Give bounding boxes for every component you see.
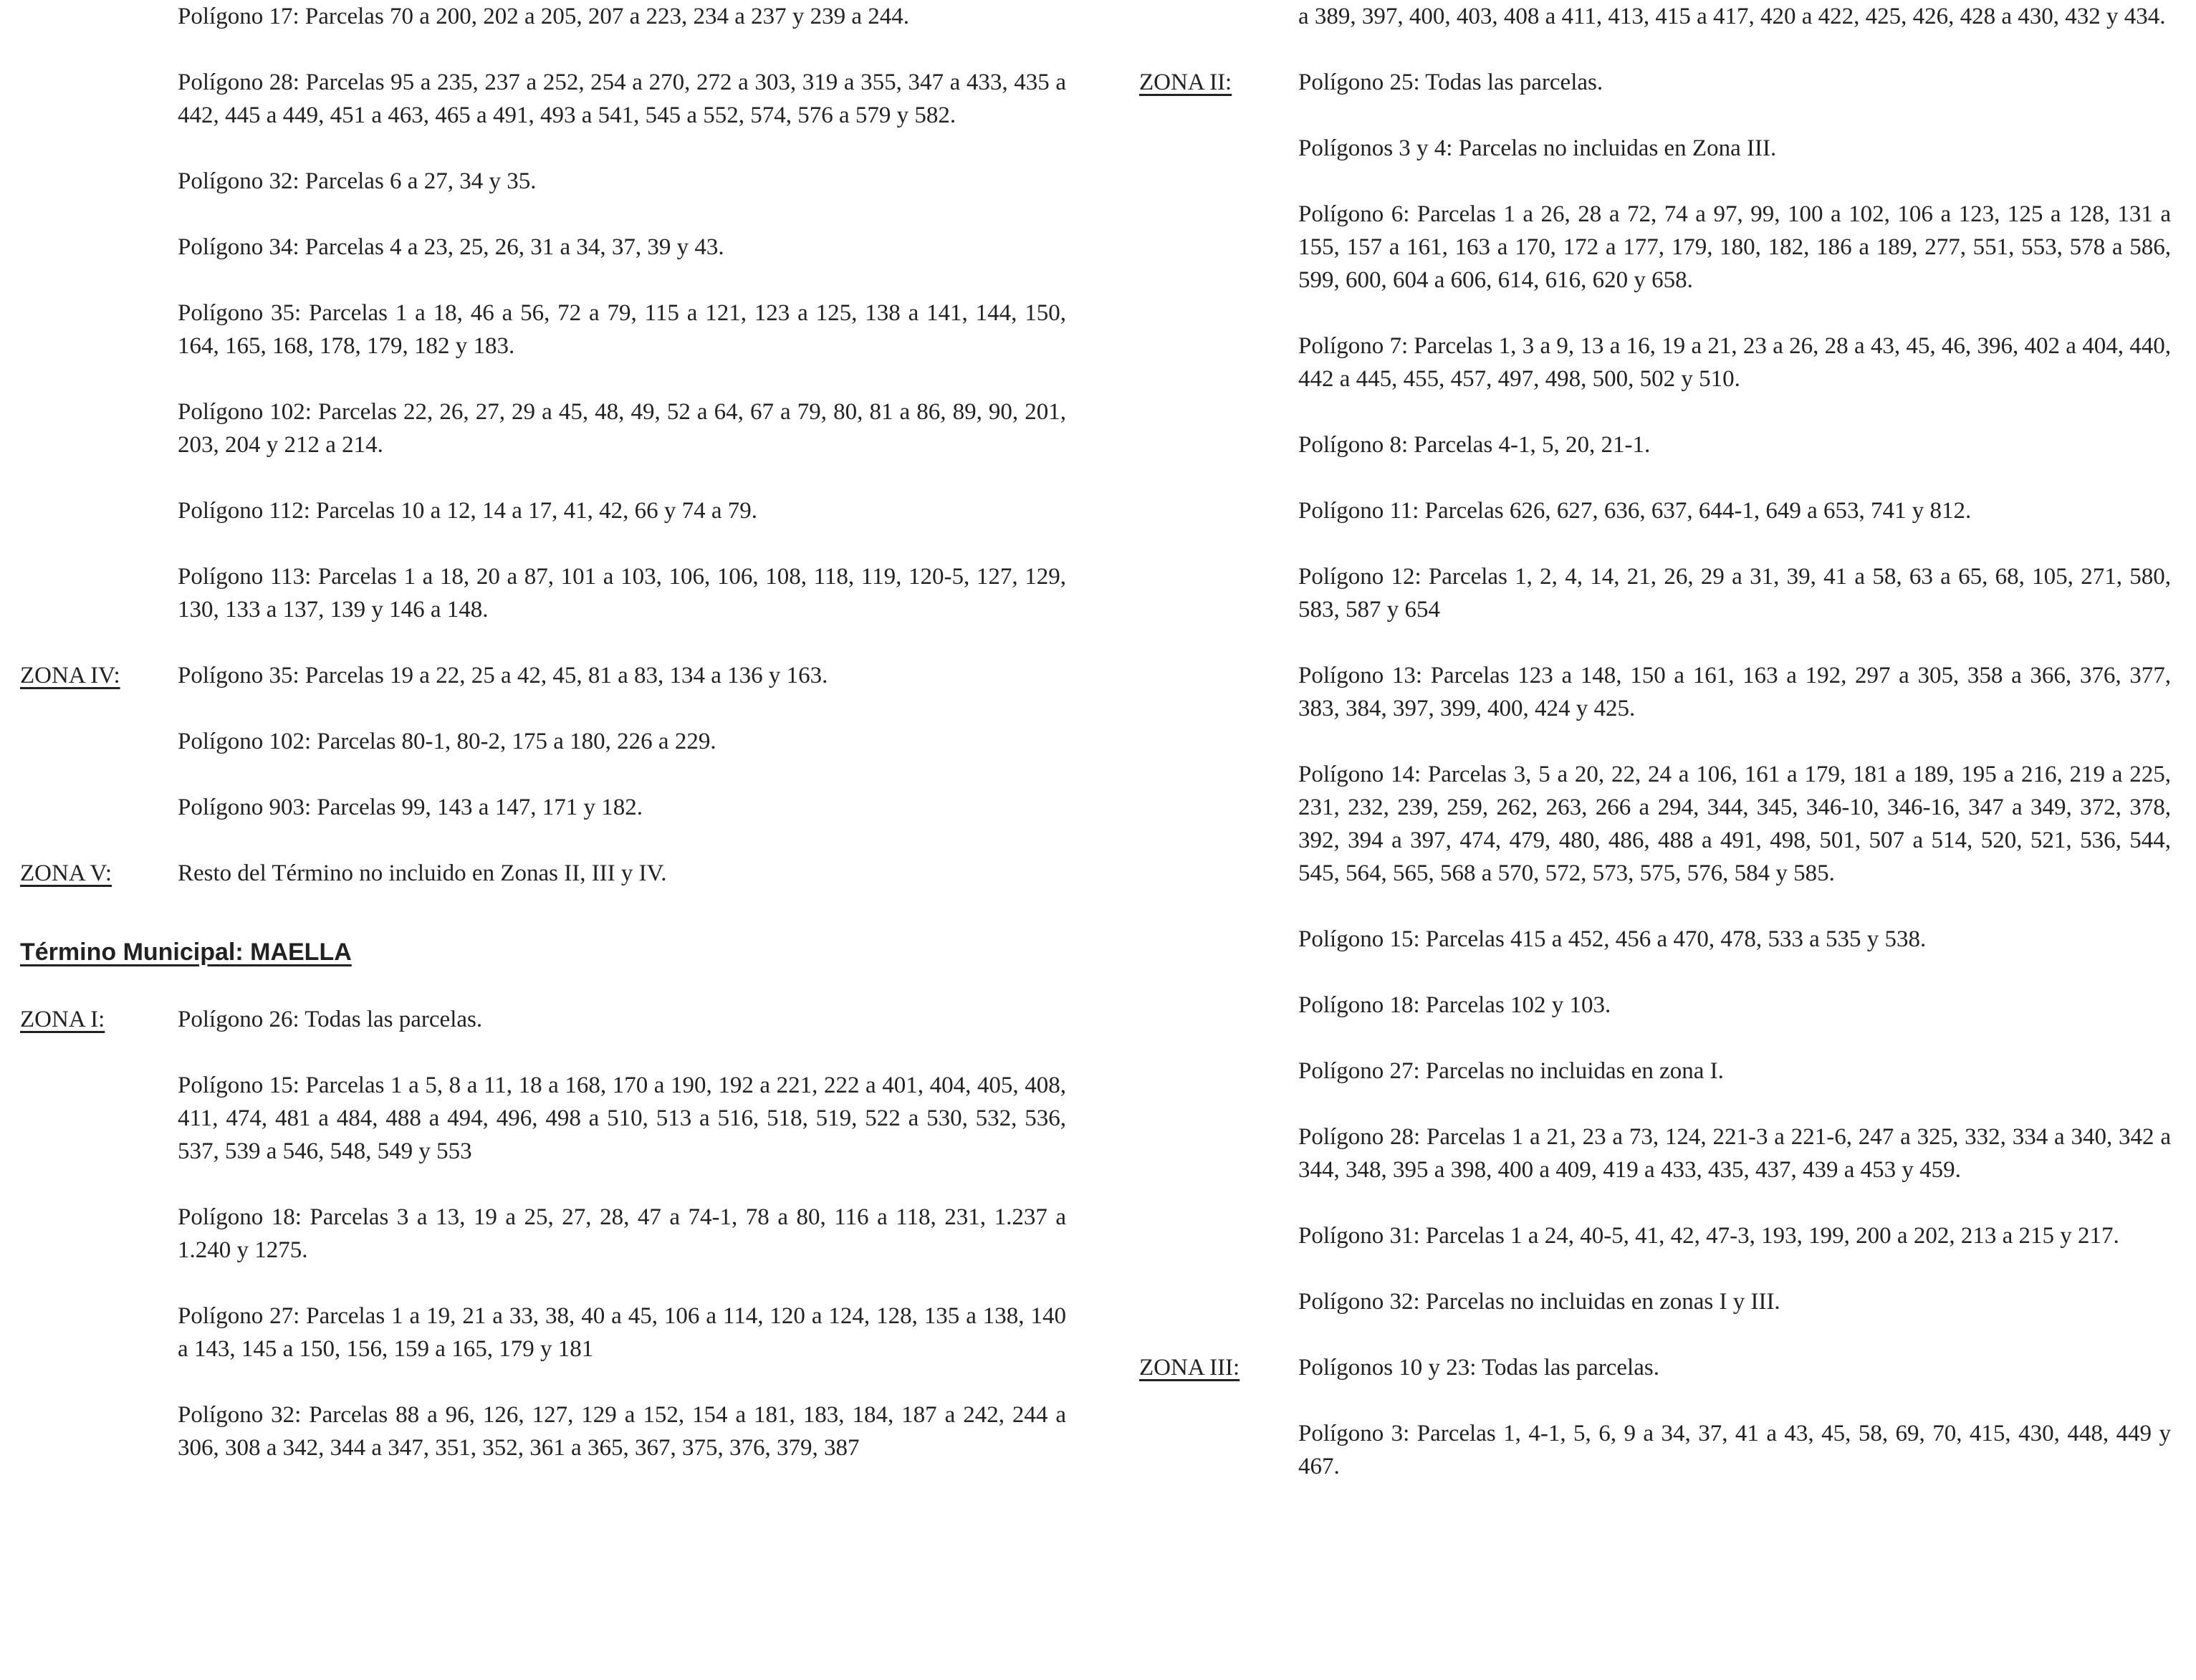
parcel-paragraph: Polígono 13: Parcelas 123 a 148, 150 a 161, 163 a 192, 297 a 305, 358 a 366, 376, 377, 383, 384, 397, 399, 400, 424 y 425. xyxy=(1298,663,2171,721)
parcel-paragraph: Polígono 35: Parcelas 19 a 22, 25 a 42, 45, 81 a 83, 134 a 136 y 163. xyxy=(178,663,828,688)
right-continuation-block xyxy=(1139,0,2171,66)
zona-ii-label: ZONA II: xyxy=(1139,69,1232,95)
zona-i-body xyxy=(178,1003,1066,1497)
zona-v-label: ZONA V: xyxy=(20,860,112,886)
zona-iii-block xyxy=(1139,1351,2171,1516)
parcel-paragraph: Polígono 113: Parcelas 1 a 18, 20 a 87, 101 a 103, 106, 106, 108, 118, 119, 120-5, 127, 129, 130, 133 a 137, 139 y 146 a 148. xyxy=(178,564,1066,623)
zona-iii-body xyxy=(1298,1351,2171,1516)
parcel-paragraph: Polígono 102: Parcelas 80-1, 80-2, 175 a 180, 226 a 229. xyxy=(178,729,716,754)
left-continuation-block xyxy=(20,0,1066,659)
zona-iv-label: ZONA IV: xyxy=(20,663,120,688)
parcel-paragraph: Polígono 17: Parcelas 70 a 200, 202 a 205, 207 a 223, 234 a 237 y 239 a 244. xyxy=(178,4,910,29)
parcel-paragraph: Polígono 903: Parcelas 99, 143 a 147, 171 y 182. xyxy=(178,795,643,820)
parcel-paragraph: a 389, 397, 400, 403, 408 a 411, 413, 415 a 417, 420 a 422, 425, 426, 428 a 430, 432 y 434. xyxy=(1298,4,2166,29)
parcel-paragraph: Polígono 112: Parcelas 10 a 12, 14 a 17, 41, 42, 66 y 74 a 79. xyxy=(178,498,758,524)
right-continuation-body xyxy=(1298,0,2171,66)
parcel-paragraph: Polígono 31: Parcelas 1 a 24, 40-5, 41, 42, 47-3, 193, 199, 200 a 202, 213 a 215 y 217. xyxy=(1298,1223,2119,1249)
parcel-paragraph: Polígono 18: Parcelas 3 a 13, 19 a 25, 27, 28, 47 a 74-1, 78 a 80, 116 a 118, 231, 1.237 a 1.240 y 1275. xyxy=(178,1204,1066,1263)
parcel-paragraph: Polígonos 3 y 4: Parcelas no incluidas en Zona III. xyxy=(1298,135,1777,161)
zona-iv-block xyxy=(20,659,1066,857)
parcel-paragraph: Polígono 25: Todas las parcelas. xyxy=(1298,69,1603,95)
zona-ii-block xyxy=(1139,66,2171,1351)
parcel-paragraph: Polígono 27: Parcelas no incluidas en zona I. xyxy=(1298,1058,1724,1084)
parcel-paragraph: Polígono 32: Parcelas 6 a 27, 34 y 35. xyxy=(178,168,537,194)
parcel-paragraph: Polígono 8: Parcelas 4-1, 5, 20, 21-1. xyxy=(1298,432,1651,458)
parcel-paragraph: Polígono 3: Parcelas 1, 4-1, 5, 6, 9 a 34, 37, 41 a 43, 45, 58, 69, 70, 415, 430, 448, 449 y 467. xyxy=(1298,1421,2171,1479)
zona-ii-body xyxy=(1298,66,2171,1351)
parcel-paragraph: Polígono 32: Parcelas 88 a 96, 126, 127, 129 a 152, 154 a 181, 183, 184, 187 a 242, 244 a 306, 308 a 342, 344 a 347, 351, 352, 361 a 365, 367, 375, 376, 379, 387 xyxy=(178,1402,1066,1461)
parcel-paragraph: Polígono 28: Parcelas 95 a 235, 237 a 252, 254 a 270, 272 a 303, 319 a 355, 347 a 433, 435 a 442, 445 a 449, 451 a 463, 465 a 491, 493 a 541, 545 a 552, 574, 576 a 579 y 582. xyxy=(178,69,1066,128)
parcel-paragraph: Polígono 35: Parcelas 1 a 18, 46 a 56, 72 a 79, 115 a 121, 123 a 125, 138 a 141, 144, 150, 164, 165, 168, 178, 179, 182 y 183. xyxy=(178,300,1066,359)
parcel-paragraph: Polígono 15: Parcelas 1 a 5, 8 a 11, 18 a 168, 170 a 190, 192 a 221, 222 a 401, 404, 405, 408, 411, 474, 481 a 484, 488 a 494, 496, 498 a 510, 513 a 516, 518, 519, 522 a 530, 532, 536, 537, 539 a 546, 548, 549 y 553 xyxy=(178,1072,1066,1164)
right-column xyxy=(1139,0,2171,1516)
zona-v-block xyxy=(20,857,1066,936)
parcel-paragraph: Polígonos 10 y 23: Todas las parcelas. xyxy=(1298,1355,1659,1381)
parcel-paragraph: Polígono 12: Parcelas 1, 2, 4, 14, 21, 26, 29 a 31, 39, 41 a 58, 63 a 65, 68, 105, 271, 580, 583, 587 y 654 xyxy=(1298,564,2171,623)
parcel-paragraph: Polígono 14: Parcelas 3, 5 a 20, 22, 24 a 106, 161 a 179, 181 a 189, 195 a 216, 219 a 225, 231, 232, 239, 259, 262, 263, 266 a 294, 344, 345, 346-10, 346-16, 347 a 349, 372, 378, 392, 394 a 397, 474, 479, 480, 486, 488 a 491, 498, 501, 507 a 514, 520, 521, 536, 544, 545, 564, 565, 568 a 570, 572, 573, 575, 576, 584 y 585. xyxy=(1298,762,2171,886)
parcel-paragraph: Polígono 102: Parcelas 22, 26, 27, 29 a 45, 48, 49, 52 a 64, 67 a 79, 80, 81 a 86, 89, 90, 201, 203, 204 y 212 a 214. xyxy=(178,399,1066,458)
parcel-paragraph: Polígono 15: Parcelas 415 a 452, 456 a 470, 478, 533 a 535 y 538. xyxy=(1298,926,1927,952)
parcel-paragraph: Polígono 28: Parcelas 1 a 21, 23 a 73, 124, 221-3 a 221-6, 247 a 325, 332, 334 a 340, 342 a 344, 348, 395 a 398, 400 a 409, 419 a 433, 435, 437, 439 a 453 y 459. xyxy=(1298,1124,2171,1183)
parcel-paragraph: Polígono 27: Parcelas 1 a 19, 21 a 33, 38, 40 a 45, 106 a 114, 120 a 124, 128, 135 a 138, 140 a 143, 145 a 150, 156, 159 a 165, 179 y 181 xyxy=(178,1303,1066,1362)
zona-iii-label: ZONA III: xyxy=(1139,1355,1240,1381)
parcel-paragraph: Polígono 32: Parcelas no incluidas en zonas I y III. xyxy=(1298,1289,1780,1315)
parcel-paragraph: Polígono 34: Parcelas 4 a 23, 25, 26, 31 a 34, 37, 39 y 43. xyxy=(178,234,724,260)
zona-v-body xyxy=(178,857,1066,936)
zona-i-label: ZONA I: xyxy=(20,1007,105,1032)
zona-iv-body xyxy=(178,659,1066,857)
zona-i-block xyxy=(20,1003,1066,1497)
parcel-paragraph: Polígono 18: Parcelas 102 y 103. xyxy=(1298,992,1611,1018)
parcel-paragraph: Polígono 11: Parcelas 626, 627, 636, 637, 644-1, 649 a 653, 741 y 812. xyxy=(1298,498,1972,524)
parcel-paragraph: Resto del Término no incluido en Zonas II, III y IV. xyxy=(178,860,667,886)
parcel-paragraph: Polígono 7: Parcelas 1, 3 a 9, 13 a 16, 19 a 21, 23 a 26, 28 a 43, 45, 46, 396, 402 a 404, 440, 442 a 445, 455, 457, 497, 498, 500, 502 y 510. xyxy=(1298,333,2171,392)
municipio-heading: Término Municipal: MAELLA xyxy=(20,939,352,966)
left-continuation-body xyxy=(178,0,1066,659)
parcel-paragraph: Polígono 6: Parcelas 1 a 26, 28 a 72, 74 a 97, 99, 100 a 102, 106 a 123, 125 a 128, 131 a 155, 157 a 161, 163 a 170, 172 a 177, 179, 180, 182, 186 a 189, 277, 551, 553, 578 a 586, 599, 600, 604 a 606, 614, 616, 620 y 658. xyxy=(1298,201,2171,293)
left-column xyxy=(20,0,1066,1497)
parcel-paragraph: Polígono 26: Todas las parcelas. xyxy=(178,1007,483,1032)
